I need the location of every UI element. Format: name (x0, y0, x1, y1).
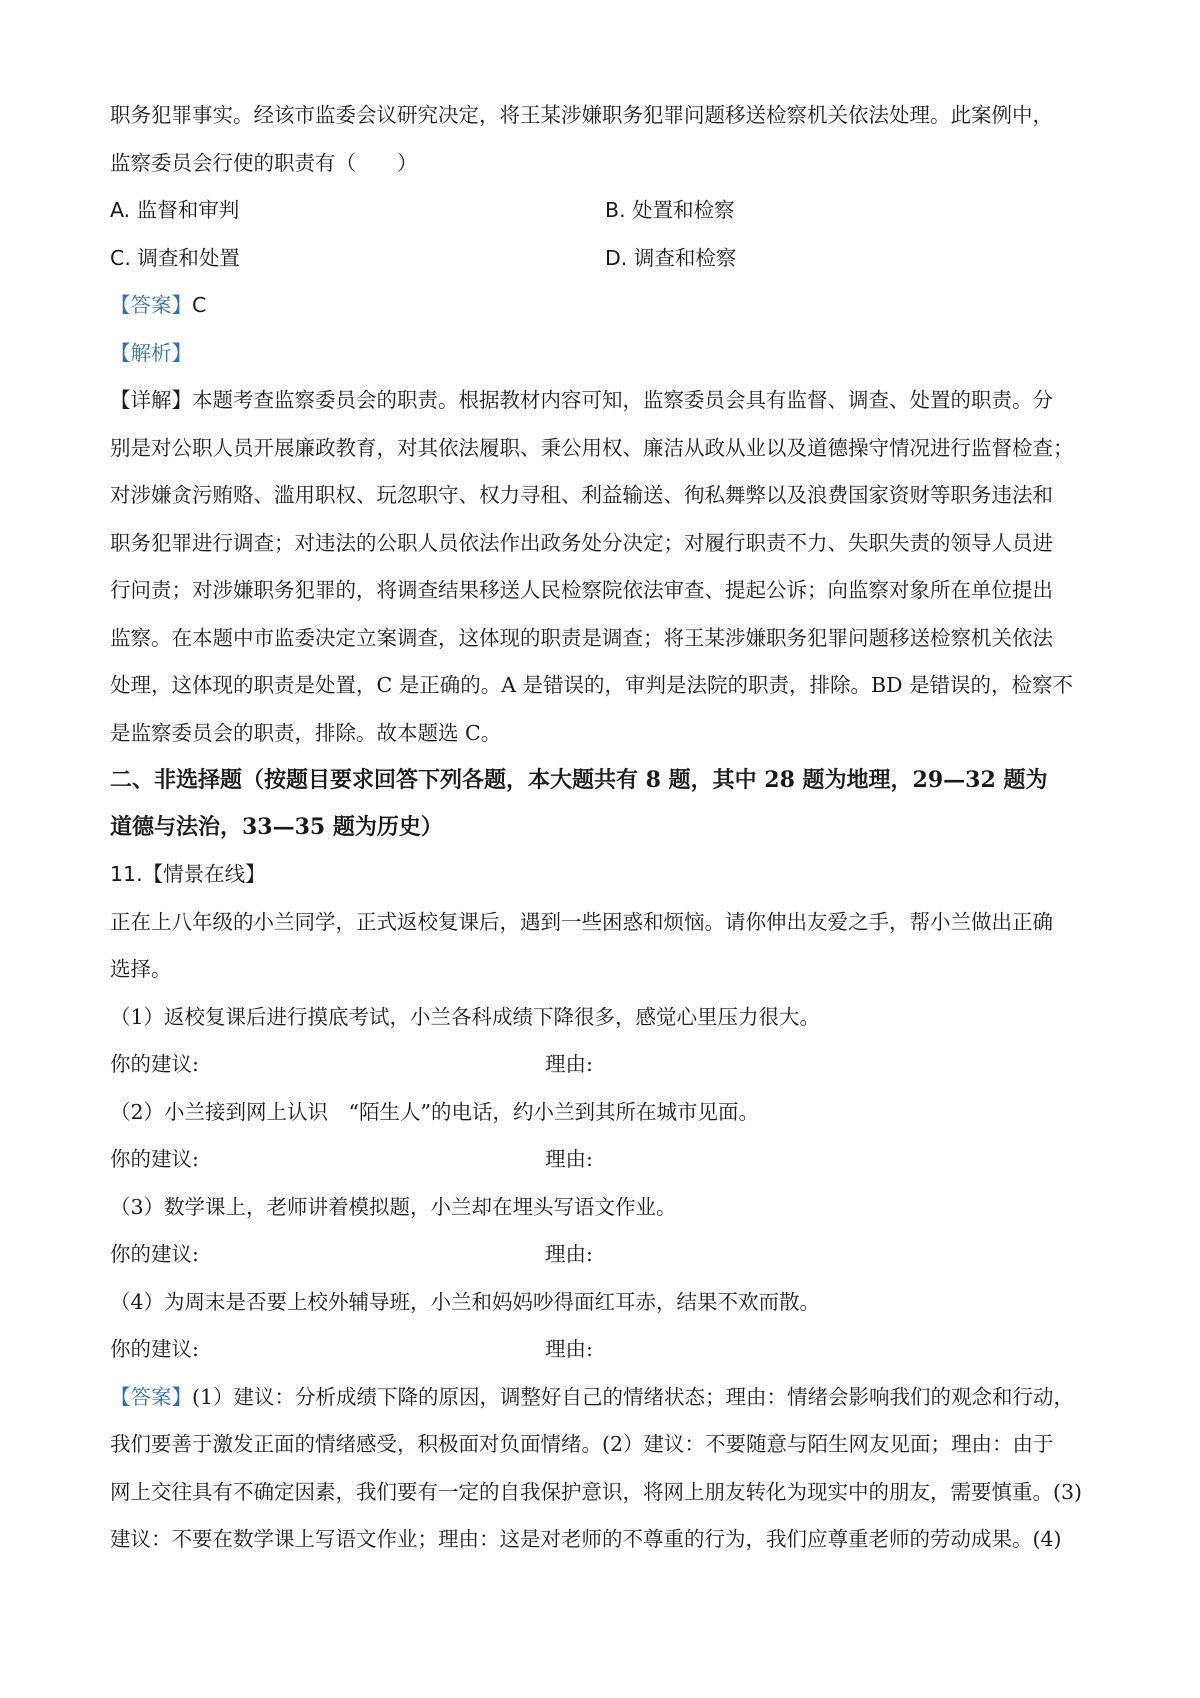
q11-answer-line-1: 【答案】(1）建议：分析成绩下降的原因，调整好自己的情绪状态；理由：情绪会影响我们的观念和行动， (110, 1384, 1075, 1409)
section-2-heading-line-2: 道德与法治，33—35 题为历史） (110, 814, 443, 840)
q11-item-4: （4）为周末是否要上校外辅导班，小兰和妈妈吵得面红耳赤，结果不欢而散。 (110, 1289, 821, 1314)
suggestion-label: 你的建议: (110, 1337, 199, 1361)
reason-label: 理由: (545, 1337, 593, 1361)
document-page (110, 92, 1100, 1564)
q10-detail-line-5: 行问责；对涉嫌职务犯罪的，将调查结果移送人民检察院依法审查、提起公诉；向监察对象所在单位提出 (110, 578, 1053, 602)
q11-number: 11. (110, 862, 143, 886)
suggestion-label: 你的建议: (110, 1242, 199, 1266)
answer-label: 【答案】 (110, 1384, 192, 1409)
q11-item-3: （3）数学课上，老师讲着模拟题，小兰却在埋头写语文作业。 (110, 1194, 677, 1219)
q10-detail-line-1: 【详解】本题考查监察委员会的职责。根据教材内容可知，监察委员会具有监督、调查、处置的职责。分 (110, 388, 1053, 412)
option-d: D. 调查和检察 (605, 245, 737, 270)
section-2-heading-line-1: 二、非选择题（按题目要求回答下列各题，本大题共有 8 题，其中 28 题为地理，29—32 题为 (110, 767, 1048, 793)
option-c: C. 调查和处置 (110, 245, 240, 270)
suggestion-label: 你的建议: (110, 1147, 199, 1171)
answer-value: C (192, 293, 207, 317)
option-b: B. 处置和检察 (605, 198, 735, 222)
reason-label: 理由: (545, 1147, 593, 1171)
suggestion-label: 你的建议: (110, 1052, 199, 1076)
q11-intro-line-2: 选择。 (110, 957, 172, 981)
q10-detail-line-8: 是监察委员会的职责，排除。故本题选 C。 (110, 720, 502, 745)
q11-item-2-response (110, 1136, 1100, 1184)
q11-item-3-response (110, 1231, 1100, 1279)
option-a: A. 监督和审判 (110, 198, 240, 222)
q11-answer-line-4: 建议：不要在数学课上写语文作业；理由：这是对老师的不尊重的行为，我们应尊重老师的劳动成果。(4) (110, 1527, 1062, 1551)
q10-detail-line-6: 监察。在本题中市监委决定立案调查，这体现的职责是调查；将王某涉嫌职务犯罪问题移送检察机关依法 (110, 625, 1053, 650)
q11-answer-line-2: 我们要善于激发正面的情绪感受，积极面对负面情绪。(2）建议：不要随意与陌生网友见面；理由：由于 (110, 1432, 1054, 1456)
q10-options-row-1 (110, 187, 1100, 235)
q11-answer-line-3: 网上交往具有不确定因素，我们要有一定的自我保护意识，将网上朋友转化为现实中的朋友，需要慎重。(3) (110, 1479, 1083, 1504)
q11-item-2: （2）小兰接到网上认识 “陌生人”的电话，约小兰到其所在城市见面。 (110, 1099, 760, 1124)
q11-intro-line-1: 正在上八年级的小兰同学，正式返校复课后，遇到一些困惑和烦恼。请你伸出友爱之手，帮小兰做出正确 (110, 909, 1053, 934)
q10-detail-line-2: 别是对公职人员开展廉政教育，对其依法履职、秉公用权、廉洁从政从业以及道德操守情况进行监督检查； (110, 435, 1074, 460)
reason-label: 理由: (545, 1052, 593, 1076)
q10-stem-line-1: 职务犯罪事实。经该市监委会议研究决定，将王某涉嫌职务犯罪问题移送检察机关依法处理。此案例中， (110, 103, 1053, 127)
answer-label: 【答案】 (110, 293, 192, 317)
q10-detail-line-3: 对涉嫌贪污贿赂、滥用职权、玩忽职守、权力寻租、利益输送、徇私舞弊以及浪费国家资财等职务违法和 (110, 483, 1053, 507)
reason-label: 理由: (545, 1242, 593, 1266)
q10-options-row-2 (110, 235, 1100, 283)
detail-label: 【详解】 (110, 388, 192, 412)
q10-detail-line-4: 职务犯罪进行调查；对违法的公职人员依法作出政务处分决定；对履行职责不力、失职失责的领导人员进 (110, 530, 1053, 555)
q10-stem-line-2: 监察委员会行使的职责有（ ） (110, 150, 418, 175)
q11-item-1-response (110, 1041, 1100, 1089)
q11-item-4-response (110, 1326, 1100, 1374)
q10-answer (110, 282, 1100, 330)
q10-detail-line-7: 处理，这体现的职责是处置，C 是正确的。A 是错误的，审判是法院的职责，排除。BD 是错误的，检察不 (110, 673, 1074, 697)
q11-title: 11.【情景在线】 (110, 862, 266, 886)
analysis-label: 【解析】 (110, 340, 192, 365)
q11-item-1: （1）返校复课后进行摸底考试，小兰各科成绩下降很多，感觉心里压力很大。 (110, 1004, 821, 1029)
